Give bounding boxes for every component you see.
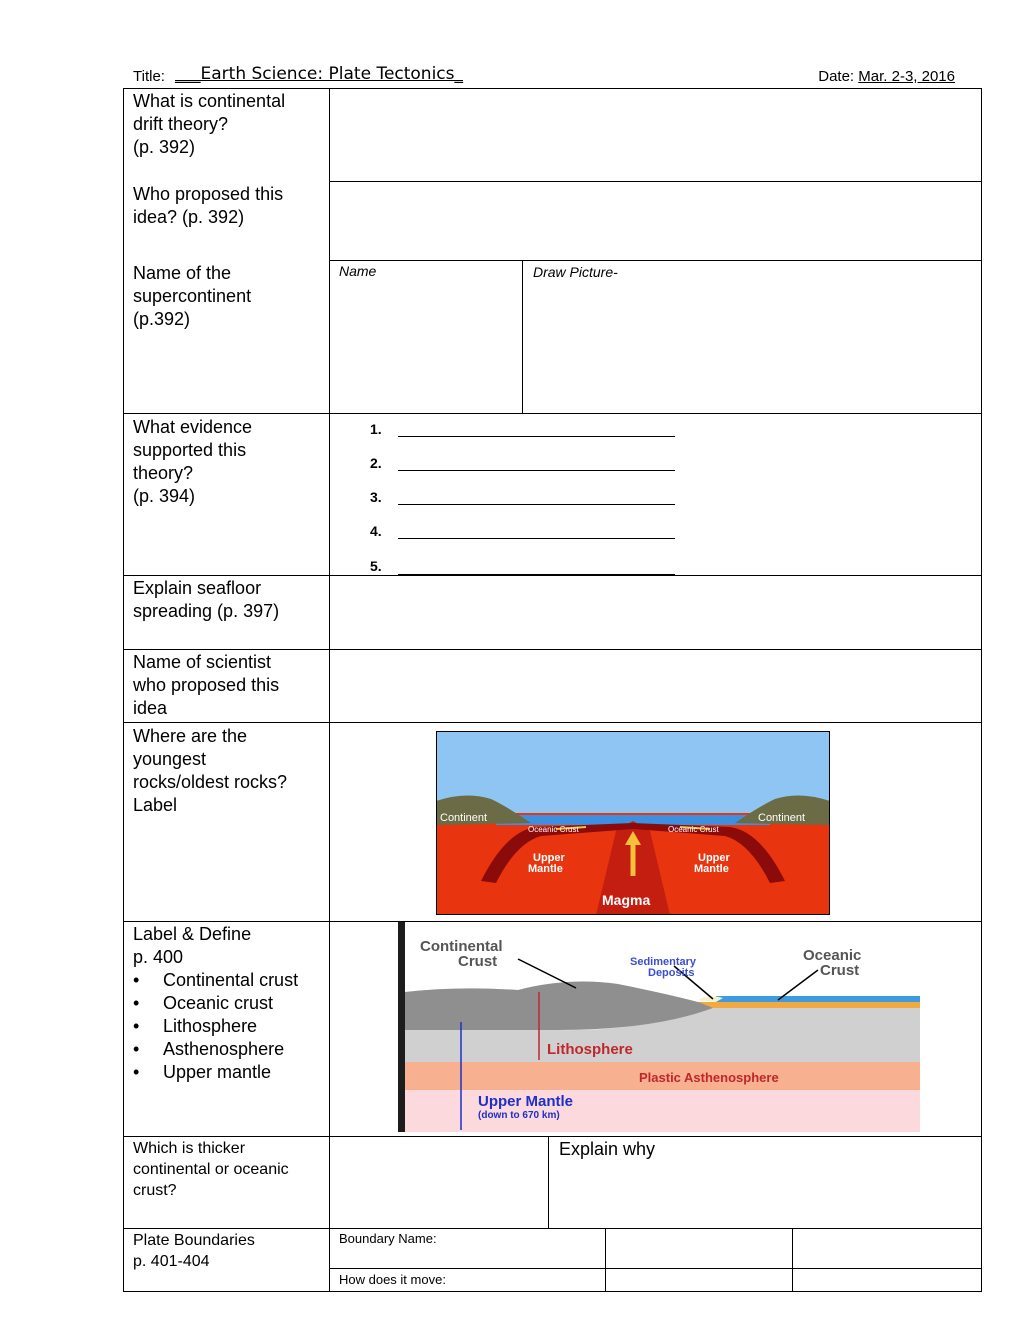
question-evidence [133,416,252,508]
question-line: What evidence [133,417,253,437]
question-supercontinent [133,262,251,331]
question-line: spreading (p. 397) [133,601,280,621]
magma-label: Magma [602,892,651,908]
question-line: Name of scientist [133,652,272,672]
bullet-icon: • [133,993,140,1013]
list-item [133,1061,298,1084]
mantle-left-label-1: Upper [533,852,565,864]
row-separator [123,413,982,414]
list-item-label: Oceanic crust [163,993,274,1013]
oceanic-crust-layer [698,1002,920,1008]
question-label-define [133,923,251,969]
question-line: p. 401-404 [133,1253,210,1270]
upper-mantle-depth: (down to 670 km) [478,1110,560,1121]
title-value: ___Earth Science: Plate Tectonics_ [175,64,464,84]
question-boundaries [133,1230,255,1272]
row-separator [123,1136,982,1137]
question-line: drift theory? [133,114,229,134]
question-seafloor [133,577,279,623]
how-move-label: How does it move: [339,1272,446,1287]
table-border-top [123,88,982,89]
question-line: Plate Boundaries [133,1232,255,1249]
column-divider [329,88,330,1292]
question-line: Where are the [133,726,248,746]
question-line: Label & Define [133,924,252,944]
lithosphere-label: Lithosphere [547,1041,633,1058]
question-line: (p. 394) [133,486,196,506]
row-separator [329,181,982,182]
list-item-label: Asthenosphere [163,1039,285,1059]
question-line: crust? [133,1182,177,1199]
row-separator [329,260,982,261]
evidence-blank[interactable] [398,559,675,575]
evidence-number: 2. [370,455,382,471]
oceanic-label-2: Crust [820,962,860,979]
list-item [133,1015,298,1038]
evidence-number: 1. [370,421,382,437]
header [133,64,955,88]
question-line: Explain seafloor [133,578,262,598]
question-line: Who proposed this [133,184,284,204]
question-line: who proposed this [133,675,280,695]
draw-picture-label: Draw Picture- [533,264,618,280]
evidence-number: 4. [370,523,382,539]
question-line: idea [133,698,168,718]
cell-divider [548,1136,549,1228]
row-separator [123,722,982,723]
continent-left-label: Continent [440,812,488,824]
question-line: What is continental [133,91,286,111]
explain-why-label: Explain why [559,1139,656,1159]
question-line: supercontinent [133,286,252,306]
question-line: Label [133,795,178,815]
list-item-label: Upper mantle [163,1062,272,1082]
boundary-name-label: Boundary Name: [339,1231,437,1246]
sediment-label-1: Sedimentary [630,956,697,968]
question-line: rocks/oldest rocks? [133,772,288,792]
row-separator [123,1228,982,1229]
question-line: Which is thicker [133,1140,246,1157]
bullet-icon: • [133,1039,140,1059]
question-line: p. 400 [133,947,184,967]
question-line: idea? (p. 392) [133,207,245,227]
evidence-blank[interactable] [398,489,675,505]
table-border-left [123,88,124,1292]
crust-left-label: Oceanic Crust [528,825,579,834]
mantle-left-label-2: Mantle [528,863,563,875]
cell-divider [605,1228,606,1292]
table-border-right [981,88,982,1292]
table-border-bottom [123,1291,982,1292]
continental-label-2: Crust [458,953,498,970]
question-line: Name of the [133,263,232,283]
question-who-proposed [133,183,283,229]
left-edge [398,922,405,1132]
evidence-blank[interactable] [398,523,675,539]
name-label: Name [339,263,377,279]
list-item [133,1038,298,1061]
list-item-label: Continental crust [163,970,299,990]
question-line: supported this [133,440,247,460]
evidence-number: 3. [370,489,382,505]
define-list [133,969,298,1084]
evidence-blank[interactable] [398,455,675,471]
ocean-layer [716,996,920,1002]
seafloor-spreading-diagram [436,731,830,915]
question-thicker [133,1138,289,1201]
asthenosphere-label: Plastic Asthenosphere [639,1070,779,1085]
date-value: Mar. 2-3, 2016 [858,68,955,85]
question-line: youngest [133,749,207,769]
cell-divider [522,260,523,413]
oceanic-label-1: Oceanic [803,947,862,964]
date [818,68,955,85]
question-rocks [133,725,287,817]
upper-mantle-label: Upper Mantle [478,1093,574,1110]
question-continental-drift [133,90,285,159]
lithosphere-diagram [398,922,920,1132]
date-label: Date: [818,68,855,85]
row-separator [329,1268,982,1269]
mantle-right-label-2: Mantle [694,863,729,875]
evidence-blank[interactable] [398,421,675,437]
evidence-number: 5. [370,558,382,574]
question-line: (p.392) [133,309,191,329]
row-separator [123,575,982,576]
bullet-icon: • [133,1062,140,1082]
question-line: theory? [133,463,194,483]
continental-label-1: Continental [420,938,503,955]
question-scientist [133,651,279,720]
bullet-icon: • [133,970,140,990]
question-line: (p. 392) [133,137,196,157]
list-item-label: Lithosphere [163,1016,258,1036]
mantle-right-label-1: Upper [698,852,730,864]
continent-right-label: Continent [758,812,806,824]
cell-divider [792,1228,793,1292]
list-item [133,969,298,992]
sediment-label-2: Deposits [648,967,695,979]
question-line: continental or oceanic [133,1161,289,1178]
title-label: Title: [133,68,165,85]
bullet-icon: • [133,1016,140,1036]
crust-right-label: Oceanic Crust [668,825,719,834]
list-item [133,992,298,1015]
row-separator [123,649,982,650]
